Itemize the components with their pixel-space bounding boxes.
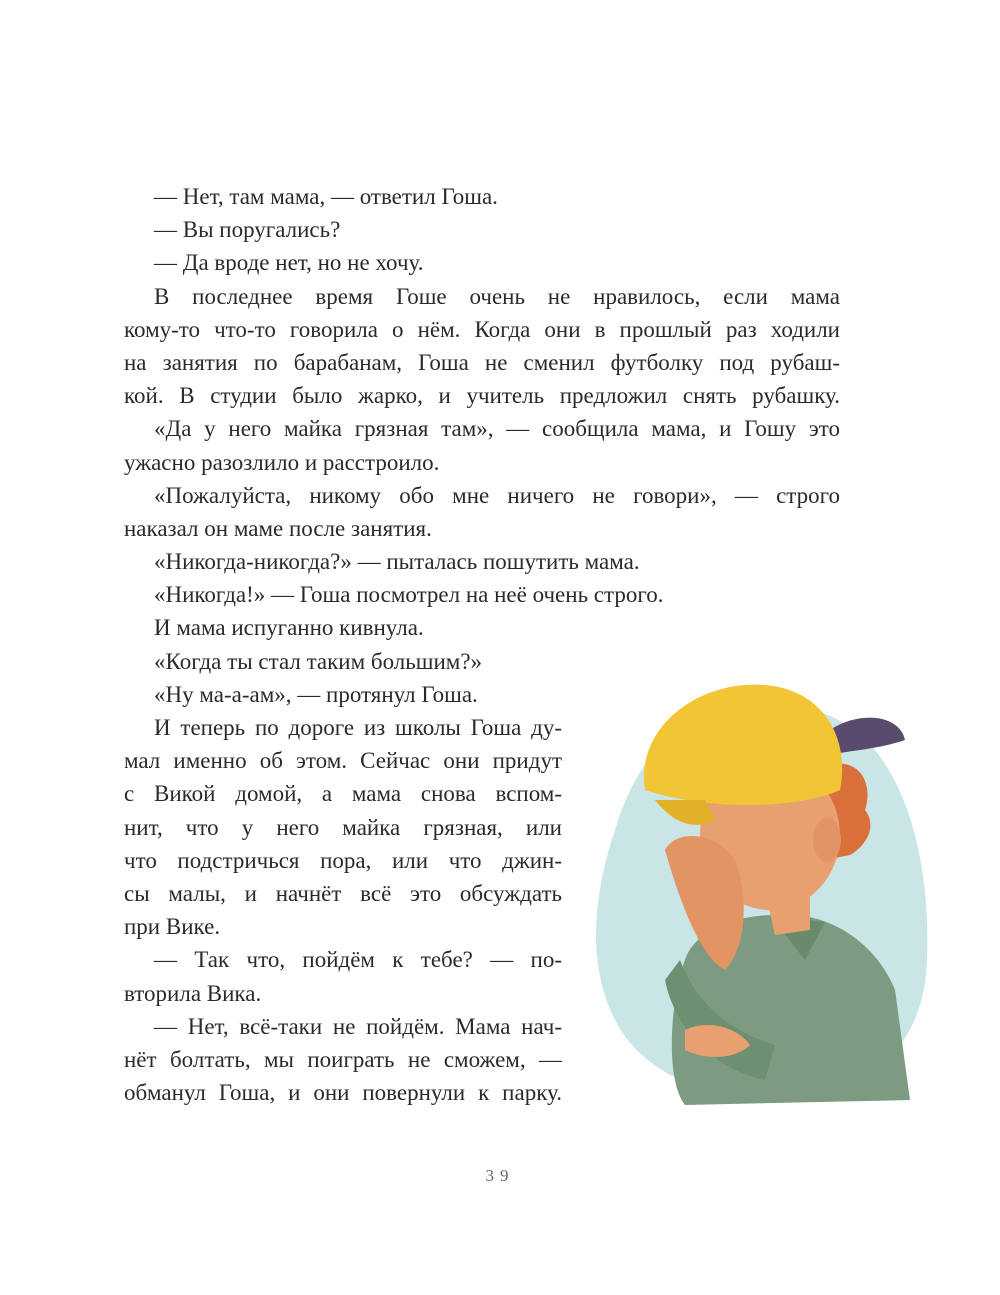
text-line: В последнее время Гоше очень не нравилось, если мама (154, 283, 840, 309)
boy-facepalm-illustration (575, 660, 935, 1110)
text-line: нёт болтать, мы поиграть не сможем, — (124, 1046, 562, 1072)
text-line: ужасно разозлило и расстроило. (124, 449, 440, 475)
text-line: «Да у него майка грязная там», — сообщила мама, и Гошу это (154, 416, 840, 442)
text-line: кой. В студии было жарко, и учитель предложил снять рубашку. (124, 383, 840, 409)
text-line: «Ну ма-а-ам», — протянул Гоша. (154, 681, 478, 707)
text-line: «Никогда!» — Гоша посмотрел на неё очень строго. (154, 582, 664, 608)
ear (813, 818, 841, 862)
text-line: кому-то что-то говорила о нём. Когда они в прошлый раз ходили (124, 316, 840, 342)
text-line: при Вике. (124, 914, 221, 940)
text-line: что подстричься пора, или что джин- (124, 847, 562, 873)
text-line: на занятия по барабанам, Гоша не сменил футболку под рубаш- (124, 349, 840, 375)
text-block-top (124, 180, 840, 711)
text-line: обманул Гоша, и они повернули к парку. (124, 1080, 562, 1106)
text-line: вторила Вика. (124, 980, 262, 1006)
page-number: 39 (485, 1166, 515, 1185)
text-line: нит, что у него майка грязная, или (124, 814, 562, 840)
text-line: наказал он маме после занятия. (124, 515, 432, 541)
text-line: «Пожалуйста, никому обо мне ничего не говори», — строго (154, 482, 840, 508)
text-line: с Викой домой, а мама снова вспом- (124, 781, 562, 807)
text-line: «Когда ты стал таким большим?» (154, 648, 483, 674)
cap (644, 685, 842, 805)
text-line: — Да вроде нет, но не хочу. (154, 250, 424, 276)
text-line: — Так что, пойдём к тебе? — по- (154, 947, 562, 973)
text-line: мал именно об этом. Сейчас они придут (124, 748, 562, 774)
text-line: — Нет, там мама, — ответил Гоша. (154, 184, 498, 209)
text-line: И теперь по дороге из школы Гоша ду- (154, 715, 562, 740)
text-line: — Нет, всё-таки не пойдём. Мама нач- (154, 1013, 562, 1039)
text-line: сы малы, и начнёт всё это обсуждать (124, 880, 562, 906)
text-line: И мама испуганно кивнула. (154, 615, 424, 641)
text-line: «Никогда-никогда?» — пыталась пошутить мама. (154, 549, 640, 575)
text-line: — Вы поругались? (154, 217, 341, 243)
